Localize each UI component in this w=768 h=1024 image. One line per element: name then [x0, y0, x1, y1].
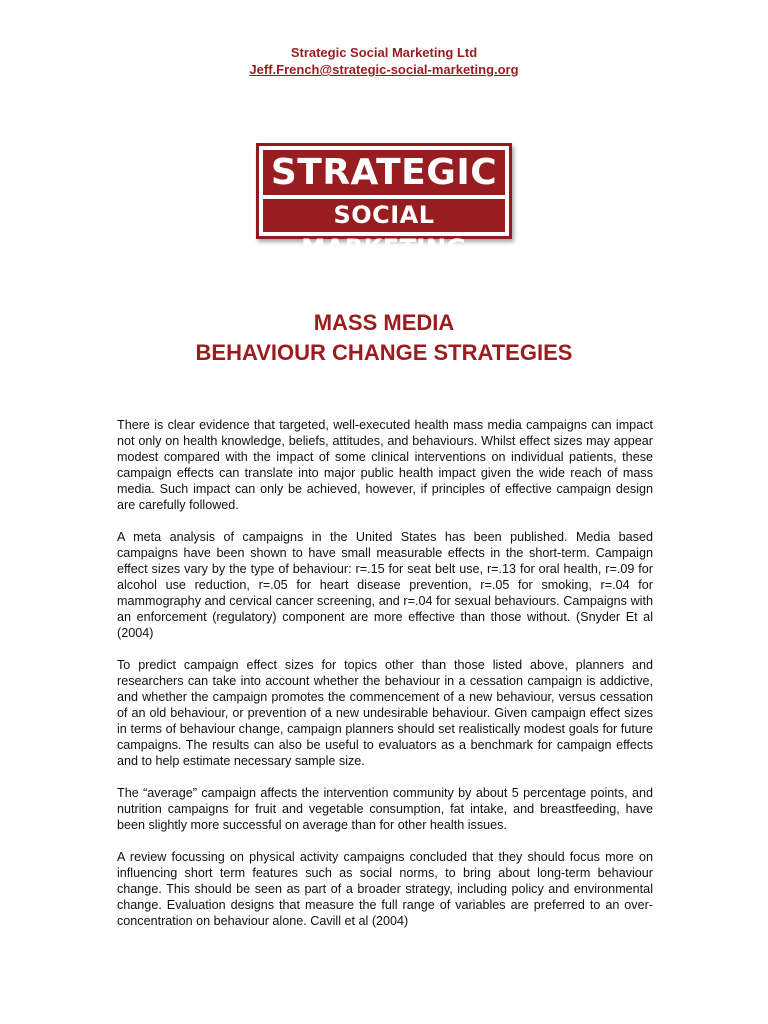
strategic-social-marketing-logo: [256, 143, 512, 262]
paragraph: A review focussing on physical activity campaigns concluded that they should focus more on influencing short term features such as social norms, to bring about long-term behaviour change. This should be seen as part of a broader strategy, including policy and environmental change. Evaluation designs that measure the full range of variables are preferred to an over-concentration on behaviour alone. Cavill et al (2004): [117, 850, 653, 928]
title-line-2: BEHAVIOUR CHANGE STRATEGIES: [195, 340, 573, 365]
paragraph: A meta analysis of campaigns in the United States has been published. Media based campaigns have been shown to have small measurable effects in the short-term. Campaign effect sizes vary by the type of behaviour: r=.15 for seat belt use, r=.13 for oral health, r=.09 for alcohol use reduction, r=.05 for heart disease prevention, r=.05 for smoking, r=.04 for mammography and cervical cancer screening, and r=.04 for sexual behaviours. Campaigns with an enforcement (regulatory) component are more effective than those without. (Snyder Et al (2004): [117, 530, 653, 640]
document-header: [0, 44, 768, 78]
logo-line-strategic: STRATEGIC: [263, 150, 505, 195]
paragraph: To predict campaign effect sizes for topics other than those listed above, planners and researchers can take into account whether the behaviour in a cessation campaign is addictive, and whether the campaign promotes the commencement of a new behaviour, versus cessation of an old behaviour, or prevention of a new undesirable behaviour. Given campaign effect sizes in terms of behaviour change, campaign planners should set realistically modest goals for future campaigns. The results can also be useful to evaluators as a benchmark for campaign effects and to help estimate necessary sample size.: [117, 658, 653, 768]
logo-line-social-marketing: SOCIAL MARKETING: [263, 199, 505, 232]
email-link[interactable]: Jeff.French@strategic-social-marketing.org: [249, 62, 519, 77]
paragraph: The “average” campaign affects the intervention community by about 5 percentage points, and nutrition campaigns for fruit and vegetable consumption, fat intake, and breastfeeding, have been slightly more successful on average than for other health issues.: [117, 786, 653, 832]
document-title: [0, 308, 768, 368]
company-name: Strategic Social Marketing Ltd: [290, 45, 478, 60]
document-body: [117, 417, 653, 945]
paragraph: There is clear evidence that targeted, well-executed health mass media campaigns can impact not only on health knowledge, beliefs, attitudes, and behaviours. Whilst effect sizes may appear modest compared with the impact of some clinical interventions on individual patients, these campaign effects can translate into major public health impact given the wide reach of mass media. Such impact can only be achieved, however, if principles of effective campaign design are carefully followed.: [117, 418, 653, 512]
title-line-1: MASS MEDIA: [313, 310, 455, 335]
